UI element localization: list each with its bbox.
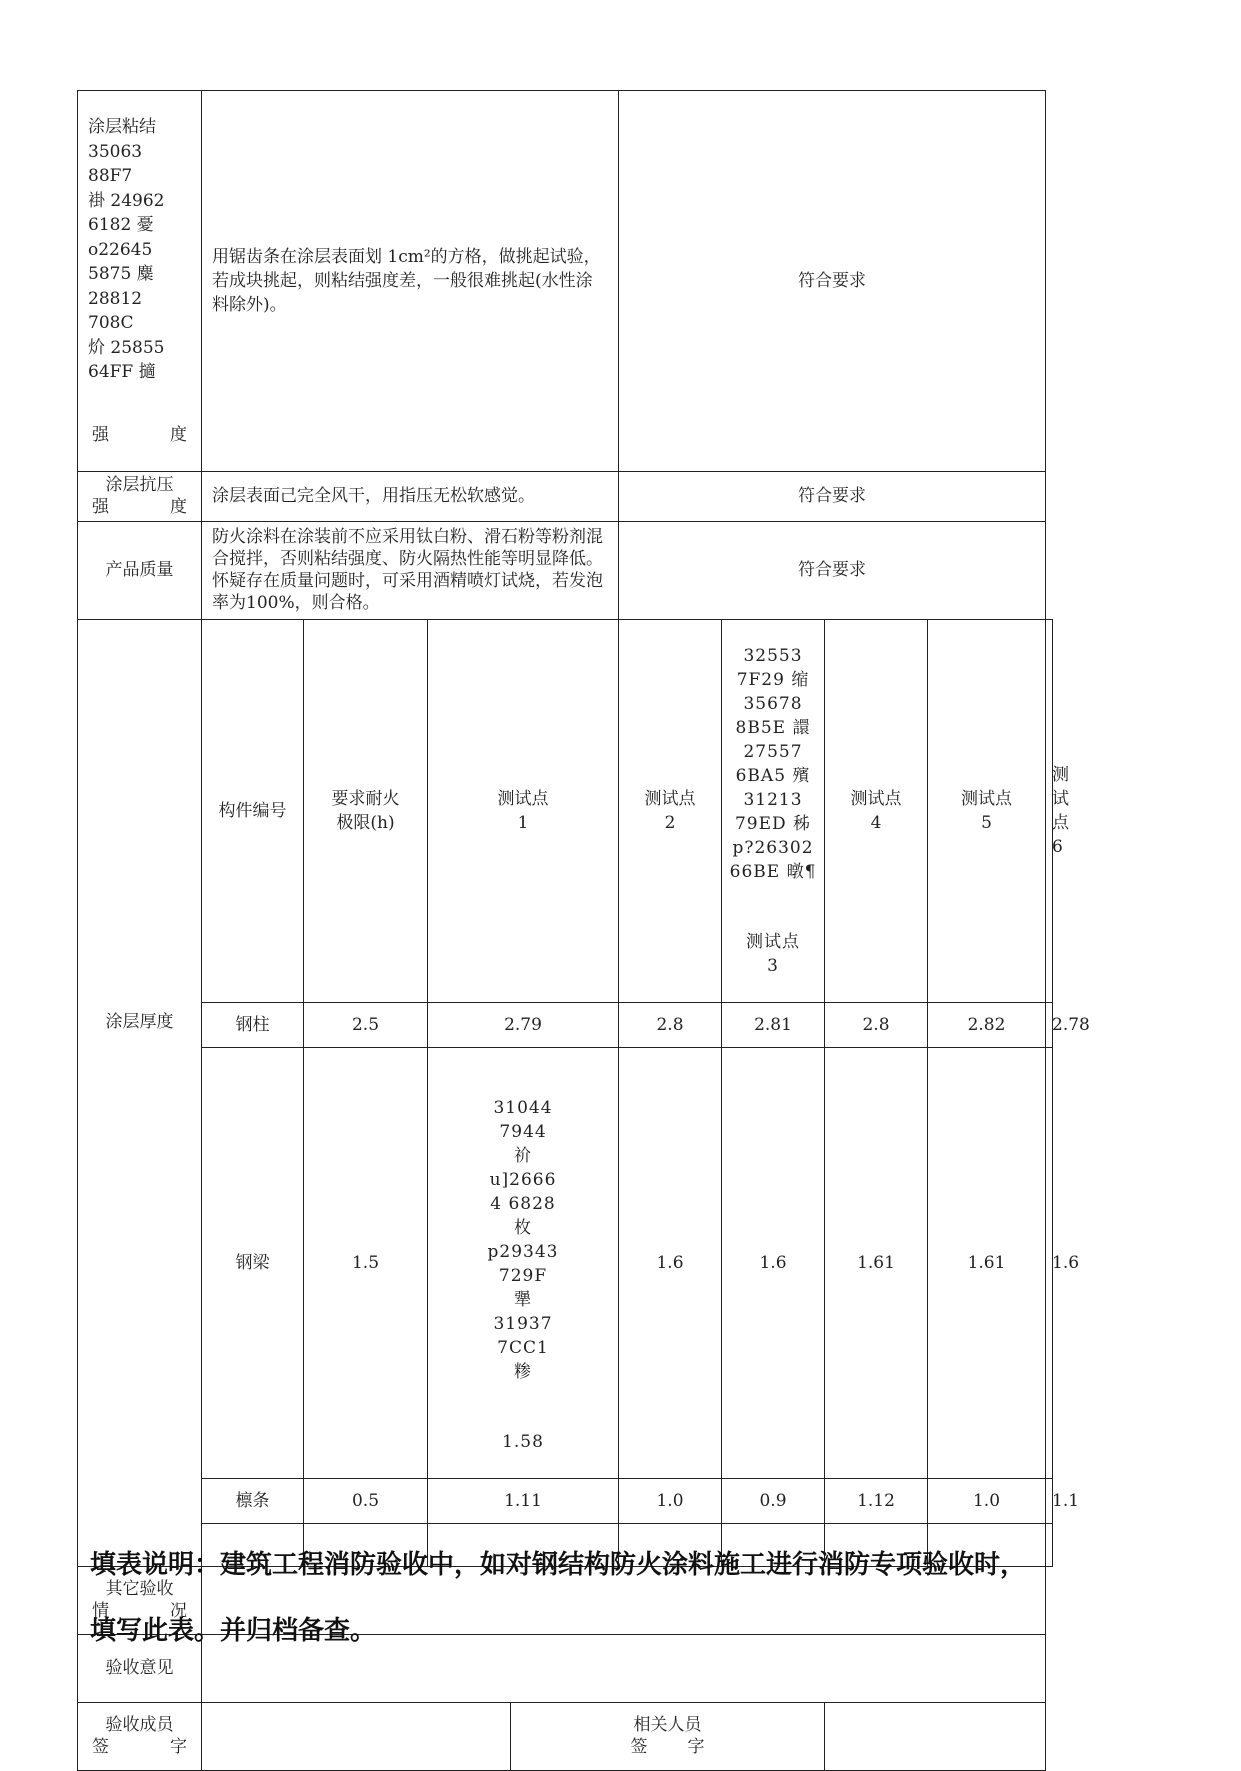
row-purlin <box>78 1478 1053 1523</box>
members-signature-line1: 验收成员 <box>105 1715 174 1735</box>
steel-column-limit: 2.5 <box>304 1002 428 1047</box>
opinion-label: 验收意见 <box>78 1634 202 1702</box>
row-quality <box>78 521 1053 619</box>
purlin-p5: 1.0 <box>928 1478 1046 1523</box>
steel-beam-p1-garble: 31044 7944 祄 u]2666 4 6828 枚 p29343 729F 犟 31937 7CC1 糁 <box>487 1097 559 1382</box>
thickness-label <box>78 619 202 1566</box>
steel-column-p3: 2.81 <box>722 1002 825 1047</box>
related-signature-b: 字 <box>687 1737 705 1757</box>
compression-method: 涂层表面己完全风干，用指压无松软感觉。 <box>202 471 619 521</box>
row-steel-beam <box>78 1047 1053 1478</box>
quality-method: 防火涂料在涂装前不应采用钛白粉、滑石粉等粉剂混合搅拌，否则粘结强度、防火隔热性能等明显降低。怀疑存在质量问题时，可采用酒精喷灯试烧，若发泡率为100%，则合格。 <box>202 521 619 619</box>
steel-column-p1: 2.79 <box>428 1002 619 1047</box>
members-signature-line2 <box>84 1736 195 1758</box>
compression-label-a: 强 <box>92 497 109 517</box>
header-p3-garble: 32553 7F29 缩 35678 8B5E 譞 27557 6BA5 殯 31213 79ED 秭 p?26302 66BE 暾¶ <box>729 645 817 882</box>
header-limit: 要求耐火 极限(h) <box>304 619 428 1002</box>
related-signature-line2 <box>517 1736 818 1758</box>
header-p3 <box>722 619 825 1002</box>
steel-beam-p6: 1.6 <box>1046 1047 1053 1478</box>
instructions-line2: 填写此表。并归档备查。 <box>90 1616 377 1646</box>
compression-label-line2 <box>84 496 195 518</box>
purlin-p4: 1.12 <box>825 1478 928 1523</box>
purlin-p2: 1.0 <box>619 1478 722 1523</box>
row-compression <box>78 471 1053 521</box>
purlin-p1: 1.11 <box>428 1478 619 1523</box>
steel-beam-limit: 1.5 <box>304 1047 428 1478</box>
steel-column-name: 钢柱 <box>202 1002 304 1047</box>
members-signature-a: 签 <box>92 1737 109 1757</box>
compression-result: 符合要求 <box>619 471 1046 521</box>
instructions-line1: 填表说明：建筑工程消防验收中，如对钢结构防火涂料施工进行消防专项验收时， <box>90 1550 1027 1580</box>
purlin-name: 檩条 <box>202 1478 304 1523</box>
quality-result: 符合要求 <box>619 521 1046 619</box>
fireproof-coating-acceptance-form <box>77 90 1090 1771</box>
other-label-a: 情 <box>92 1601 109 1621</box>
adhesion-label-end <box>88 423 191 447</box>
related-signature-field[interactable] <box>825 1702 1046 1770</box>
header-p4: 测试点 4 <box>825 619 928 1002</box>
other-label-b: 况 <box>170 1601 187 1621</box>
row-adhesion <box>78 91 1053 472</box>
acceptance-table <box>77 90 1090 1771</box>
related-signature-label <box>511 1702 825 1770</box>
steel-beam-p1 <box>428 1047 619 1478</box>
purlin-limit: 0.5 <box>304 1478 428 1523</box>
related-signature-line1: 相关人员 <box>633 1715 702 1735</box>
quality-label: 产品质量 <box>78 521 202 619</box>
members-signature-label <box>78 1702 202 1770</box>
header-p6: 测试点 6 <box>1046 619 1053 1002</box>
other-label-line1: 其它验收 <box>105 1579 174 1599</box>
steel-beam-p2: 1.6 <box>619 1047 722 1478</box>
thickness-label-text: 涂层厚度 <box>105 1011 174 1032</box>
header-p3-label: 测试点 3 <box>746 931 801 976</box>
steel-beam-p4: 1.61 <box>825 1047 928 1478</box>
compression-label <box>78 471 202 521</box>
row-thickness-header <box>78 619 1053 1002</box>
members-signature-field[interactable] <box>202 1702 511 1770</box>
steel-column-p6: 2.78 <box>1046 1002 1053 1047</box>
adhesion-result: 符合要求 <box>619 91 1046 472</box>
compression-label-line1: 涂层抗压 <box>105 475 174 495</box>
steel-column-p5: 2.82 <box>928 1002 1046 1047</box>
steel-beam-name: 钢梁 <box>202 1047 304 1478</box>
row-signature <box>78 1702 1053 1770</box>
adhesion-label-end-b: 度 <box>170 424 187 445</box>
compression-label-b: 度 <box>170 497 187 517</box>
adhesion-label-end-a: 强 <box>92 424 109 445</box>
steel-beam-p5: 1.61 <box>928 1047 1046 1478</box>
row-steel-column <box>78 1002 1053 1047</box>
members-signature-b: 字 <box>170 1737 187 1757</box>
purlin-p3: 0.9 <box>722 1478 825 1523</box>
header-member: 构件编号 <box>202 619 304 1002</box>
header-p2: 测试点 2 <box>619 619 722 1002</box>
related-signature-a: 签 <box>630 1737 648 1757</box>
adhesion-method: 用锯齿条在涂层表面划 1cm²的方格，做挑起试验，若成块挑起，则粘结强度差，一般很难挑起(水性涂料除外)。 <box>202 91 619 472</box>
steel-column-p4: 2.8 <box>825 1002 928 1047</box>
header-p1: 测试点 1 <box>428 619 619 1002</box>
header-p5: 测试点 5 <box>928 619 1046 1002</box>
steel-column-p2: 2.8 <box>619 1002 722 1047</box>
adhesion-label <box>78 91 202 472</box>
adhesion-label-text: 涂层粘结 35063 88F7 褂 24962 6182 憂 o22645 5875 麋 28812 708C 炌 25855 64FF 擿 <box>88 117 165 382</box>
steel-beam-p1-value: 1.58 <box>502 1431 544 1452</box>
steel-beam-p3: 1.6 <box>722 1047 825 1478</box>
purlin-p6: 1.1 <box>1046 1478 1053 1523</box>
